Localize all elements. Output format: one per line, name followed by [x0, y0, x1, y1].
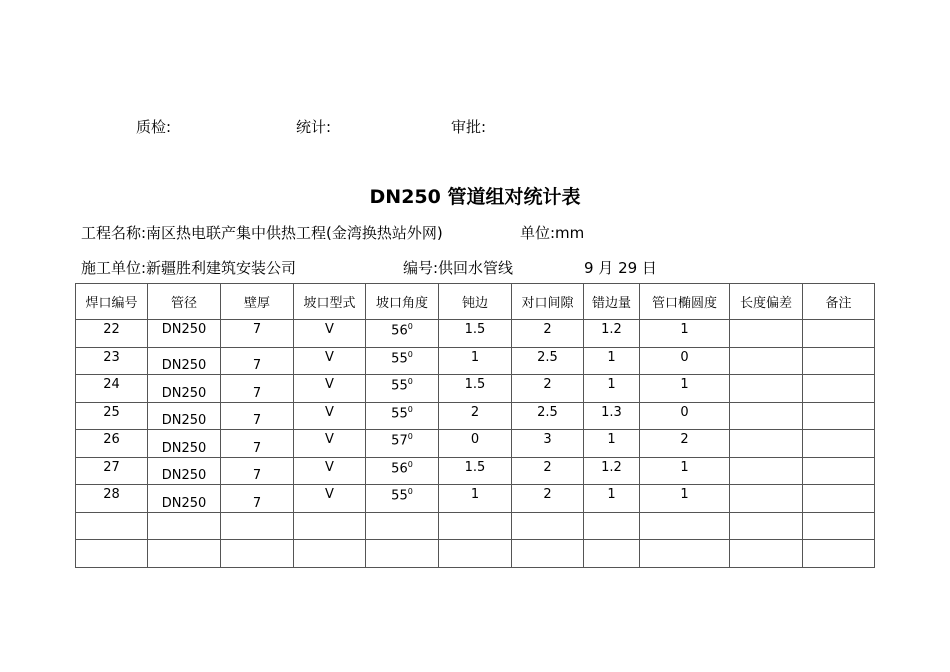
table-cell	[584, 512, 640, 540]
column-header: 管口椭圆度	[640, 284, 730, 320]
column-header: 对口间隙	[512, 284, 584, 320]
table-cell: V	[294, 430, 366, 458]
table-cell	[730, 320, 803, 348]
degree-mark: 0	[407, 432, 413, 441]
table-cell	[439, 540, 512, 568]
table-cell: 27	[76, 457, 148, 485]
table-row	[76, 485, 875, 513]
column-header: 焊口编号	[76, 284, 148, 320]
project-name: 工程名称:南区热电联产集中供热工程(金湾换热站外网)	[81, 224, 443, 242]
table-cell	[366, 402, 439, 430]
table-cell	[366, 375, 439, 403]
table-cell	[366, 540, 439, 568]
table-cell	[512, 512, 584, 540]
table-cell: 7	[221, 430, 294, 458]
table-cell: 1	[640, 375, 730, 403]
table-cell: DN250	[148, 320, 221, 348]
column-header: 错边量	[584, 284, 640, 320]
table-cell: 28	[76, 485, 148, 513]
table-cell: 0	[439, 430, 512, 458]
table-cell: 2	[439, 402, 512, 430]
table-cell: 2.5	[512, 402, 584, 430]
column-header: 钝边	[439, 284, 512, 320]
table-cell	[366, 347, 439, 375]
table-cell	[730, 430, 803, 458]
table-cell	[294, 540, 366, 568]
table-cell: V	[294, 375, 366, 403]
degree-mark: 0	[407, 377, 413, 386]
table-cell: 1	[584, 375, 640, 403]
table-cell	[730, 485, 803, 513]
table-cell: V	[294, 457, 366, 485]
table-cell: 22	[76, 320, 148, 348]
table-cell: 1	[640, 457, 730, 485]
table-cell	[366, 430, 439, 458]
degree-mark: 0	[407, 487, 413, 496]
table-cell: 1.3	[584, 402, 640, 430]
table-cell	[730, 457, 803, 485]
angle-value: 55	[391, 405, 408, 421]
document-title: DN250 管道组对统计表	[369, 186, 581, 208]
table-cell: 2	[640, 430, 730, 458]
table-cell	[730, 512, 803, 540]
table-cell	[366, 512, 439, 540]
table-cell	[803, 540, 875, 568]
table-row	[76, 430, 875, 458]
table-cell: DN250	[148, 347, 221, 375]
table-cell	[803, 375, 875, 403]
table-cell	[76, 512, 148, 540]
table-cell	[803, 485, 875, 513]
pipe-fitup-table	[75, 283, 875, 568]
degree-mark: 0	[407, 459, 413, 469]
table-cell: V	[294, 402, 366, 430]
stats-signature-label: 统计:	[296, 118, 332, 136]
angle-value: 56	[391, 460, 408, 476]
table-row	[76, 540, 875, 568]
table-cell: 1	[439, 485, 512, 513]
table-cell: V	[294, 485, 366, 513]
table-cell: 25	[76, 402, 148, 430]
table-cell: 1	[584, 485, 640, 513]
table-cell: 7	[221, 320, 294, 348]
table-cell: 1.5	[439, 320, 512, 348]
serial-number: 编号:供回水管线	[403, 259, 514, 277]
table-cell: DN250	[148, 430, 221, 458]
table-cell	[730, 375, 803, 403]
table-cell	[640, 512, 730, 540]
table-cell	[512, 540, 584, 568]
table-cell	[730, 540, 803, 568]
table-cell	[803, 347, 875, 375]
table-cell: 7	[221, 347, 294, 375]
date-label: 9 月 29 日	[584, 259, 657, 277]
table-row	[76, 512, 875, 540]
table-cell	[584, 540, 640, 568]
table-row	[76, 347, 875, 375]
angle-value: 55	[391, 378, 408, 394]
table-cell: DN250	[148, 457, 221, 485]
contractor-name: 施工单位:新疆胜利建筑安装公司	[81, 259, 297, 277]
angle-value: 56	[391, 323, 408, 339]
table-cell	[148, 512, 221, 540]
table-cell: 0	[640, 402, 730, 430]
angle-value: 55	[391, 350, 408, 366]
table-cell	[148, 540, 221, 568]
table-cell: V	[294, 347, 366, 375]
table-cell	[76, 540, 148, 568]
table-row	[76, 457, 875, 485]
table-cell	[221, 540, 294, 568]
table-cell: 2.5	[512, 347, 584, 375]
table-header-row	[76, 284, 875, 320]
column-header: 长度偏差	[730, 284, 803, 320]
table-cell: 1.2	[584, 457, 640, 485]
table-cell	[640, 540, 730, 568]
table-cell	[730, 402, 803, 430]
table-cell	[803, 402, 875, 430]
table-cell	[294, 512, 366, 540]
table-cell: 1	[584, 430, 640, 458]
table-body	[76, 320, 875, 568]
table-row	[76, 320, 875, 348]
column-header: 备注	[803, 284, 875, 320]
degree-mark: 0	[407, 404, 413, 414]
table-cell: 0	[640, 347, 730, 375]
table-cell	[366, 320, 439, 348]
table-row	[76, 375, 875, 403]
table-cell: 2	[512, 485, 584, 513]
table-cell	[803, 320, 875, 348]
qc-signature-label: 质检:	[136, 118, 172, 136]
table-cell: 1	[640, 485, 730, 513]
degree-mark: 0	[407, 322, 413, 331]
table-cell: 23	[76, 347, 148, 375]
table-cell: V	[294, 320, 366, 348]
table-cell: DN250	[148, 375, 221, 403]
table-cell	[366, 457, 439, 485]
table-cell	[439, 512, 512, 540]
table-cell: 7	[221, 402, 294, 430]
table-row	[76, 402, 875, 430]
table-cell: 1	[439, 347, 512, 375]
column-header: 坡口型式	[294, 284, 366, 320]
degree-mark: 0	[407, 349, 413, 359]
table-cell	[221, 512, 294, 540]
angle-value: 55	[391, 488, 408, 504]
column-header: 坡口角度	[366, 284, 439, 320]
table-cell: 7	[221, 485, 294, 513]
table-cell: 26	[76, 430, 148, 458]
table-cell: 1.5	[439, 457, 512, 485]
column-header: 壁厚	[221, 284, 294, 320]
table-cell: 3	[512, 430, 584, 458]
table-cell: 2	[512, 320, 584, 348]
table-cell	[803, 512, 875, 540]
table-cell: 7	[221, 457, 294, 485]
table-cell: 1.2	[584, 320, 640, 348]
table-cell	[803, 430, 875, 458]
table-cell: DN250	[148, 485, 221, 513]
table-cell: DN250	[148, 402, 221, 430]
table-cell: 1.5	[439, 375, 512, 403]
table-cell: 24	[76, 375, 148, 403]
table-cell	[366, 485, 439, 513]
table-cell	[803, 457, 875, 485]
table-cell: 7	[221, 375, 294, 403]
table-cell: 2	[512, 375, 584, 403]
table-cell: 1	[640, 320, 730, 348]
angle-value: 57	[391, 433, 408, 449]
approve-signature-label: 审批:	[451, 118, 487, 136]
table-cell	[730, 347, 803, 375]
unit-label: 单位:mm	[520, 224, 585, 242]
table-cell: 2	[512, 457, 584, 485]
table-cell: 1	[584, 347, 640, 375]
column-header: 管径	[148, 284, 221, 320]
